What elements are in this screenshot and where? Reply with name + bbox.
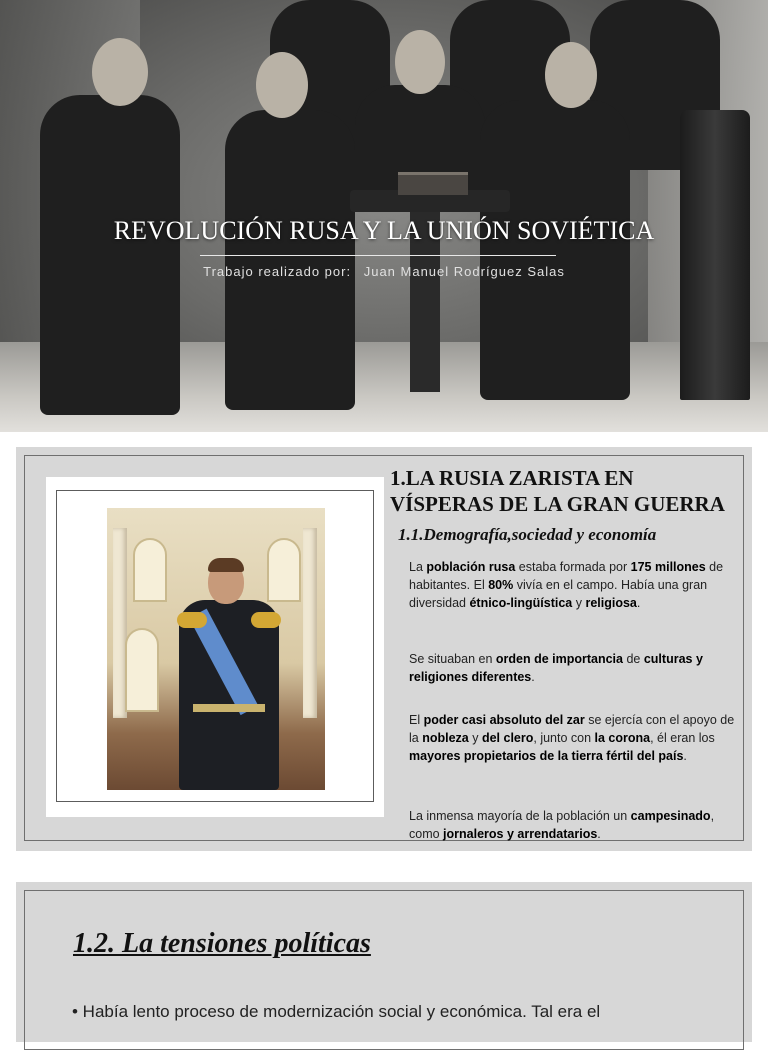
title-divider bbox=[200, 255, 556, 256]
slide-political-tensions bbox=[16, 882, 752, 1042]
emphasis-text: campesinado bbox=[630, 809, 711, 823]
slide-frame bbox=[24, 890, 744, 1050]
painting-column bbox=[303, 528, 317, 718]
paragraph-peasantry bbox=[409, 807, 739, 843]
emphasis-text: 80% bbox=[488, 578, 514, 592]
czar-hair bbox=[208, 558, 244, 572]
photo-face bbox=[256, 52, 308, 118]
czar-belt bbox=[193, 704, 265, 712]
section-title bbox=[390, 465, 750, 517]
body-text: y bbox=[572, 596, 586, 610]
emphasis-text: población rusa bbox=[426, 560, 516, 574]
body-text: El bbox=[409, 713, 424, 727]
section-title-line: 1.LA RUSIA ZARISTA EN bbox=[390, 466, 634, 490]
title-slide bbox=[0, 0, 768, 432]
body-text: vivía en el campo. Había una gran diversidad bbox=[409, 578, 708, 610]
emphasis-text: étnico-lingüística bbox=[469, 596, 573, 610]
czar-epaulet bbox=[251, 612, 281, 628]
author-name: Juan Manuel Rodríguez Salas bbox=[363, 264, 565, 279]
body-text: , junto con bbox=[533, 731, 595, 745]
czar-epaulet bbox=[177, 612, 207, 628]
emphasis-text: 175 millones bbox=[630, 560, 706, 574]
photo-face bbox=[545, 42, 597, 108]
body-text: . bbox=[531, 670, 535, 684]
emphasis-text: orden de importancia bbox=[495, 652, 623, 666]
czar-portrait-image bbox=[107, 508, 325, 790]
bullet-text: • Había lento proceso de modernización social y económica. Tal era el bbox=[72, 1002, 601, 1021]
body-text: La bbox=[409, 560, 427, 574]
slide-zarist-russia bbox=[16, 447, 752, 851]
emphasis-text: jornaleros y arrendatarios bbox=[443, 827, 598, 841]
emphasis-text: poder casi absoluto del zar bbox=[423, 713, 585, 727]
emphasis-text: mayores propietarios de la tierra fértil del país bbox=[409, 749, 684, 763]
emphasis-text: religiosa bbox=[585, 596, 637, 610]
body-text: . bbox=[597, 827, 601, 841]
body-text: y bbox=[468, 731, 482, 745]
section-title-line: VÍSPERAS DE LA GRAN GUERRA bbox=[390, 492, 725, 516]
body-text: estaba formada por bbox=[515, 560, 631, 574]
body-text: . bbox=[636, 596, 641, 610]
body-text: , él eran los bbox=[650, 731, 715, 745]
body-text: . bbox=[683, 749, 687, 763]
photo-face bbox=[395, 30, 445, 94]
body-text: Se situaban en bbox=[409, 652, 496, 666]
body-text: de habitantes. El bbox=[409, 560, 724, 592]
author-line bbox=[0, 264, 768, 279]
body-text: se ejercía con el apoyo de la bbox=[409, 713, 735, 745]
presentation-title: REVOLUCIÓN RUSA Y LA UNIÓN SOVIÉTICA bbox=[113, 216, 655, 245]
emphasis-text: nobleza bbox=[422, 731, 469, 745]
section-title: 1.2. La tensiones políticas bbox=[73, 928, 371, 959]
body-text: , como bbox=[409, 809, 715, 841]
painting-window bbox=[125, 628, 159, 712]
photo-books bbox=[398, 172, 468, 195]
paragraph-population bbox=[409, 558, 739, 612]
painting-window bbox=[133, 538, 167, 602]
author-label: Trabajo realizado por: bbox=[203, 264, 352, 279]
photo-figure bbox=[40, 95, 180, 415]
photo-pedestal bbox=[680, 110, 750, 400]
painting-window bbox=[267, 538, 301, 602]
paragraph-cultures bbox=[409, 650, 739, 686]
body-text: La inmensa mayoría de la población un bbox=[409, 809, 631, 823]
emphasis-text: la corona bbox=[594, 731, 651, 745]
emphasis-text: culturas y religiones diferentes bbox=[409, 652, 703, 684]
section-subtitle: 1.1.Demografía,sociedad y economía bbox=[398, 525, 657, 544]
emphasis-text: del clero bbox=[481, 731, 534, 745]
paragraph-czar-power bbox=[409, 711, 739, 765]
body-text: de bbox=[622, 652, 644, 666]
portrait-border bbox=[56, 490, 374, 802]
photo-face bbox=[92, 38, 148, 106]
photo-figure bbox=[225, 110, 355, 410]
photo-figure bbox=[480, 100, 630, 400]
portrait-card bbox=[46, 477, 384, 817]
